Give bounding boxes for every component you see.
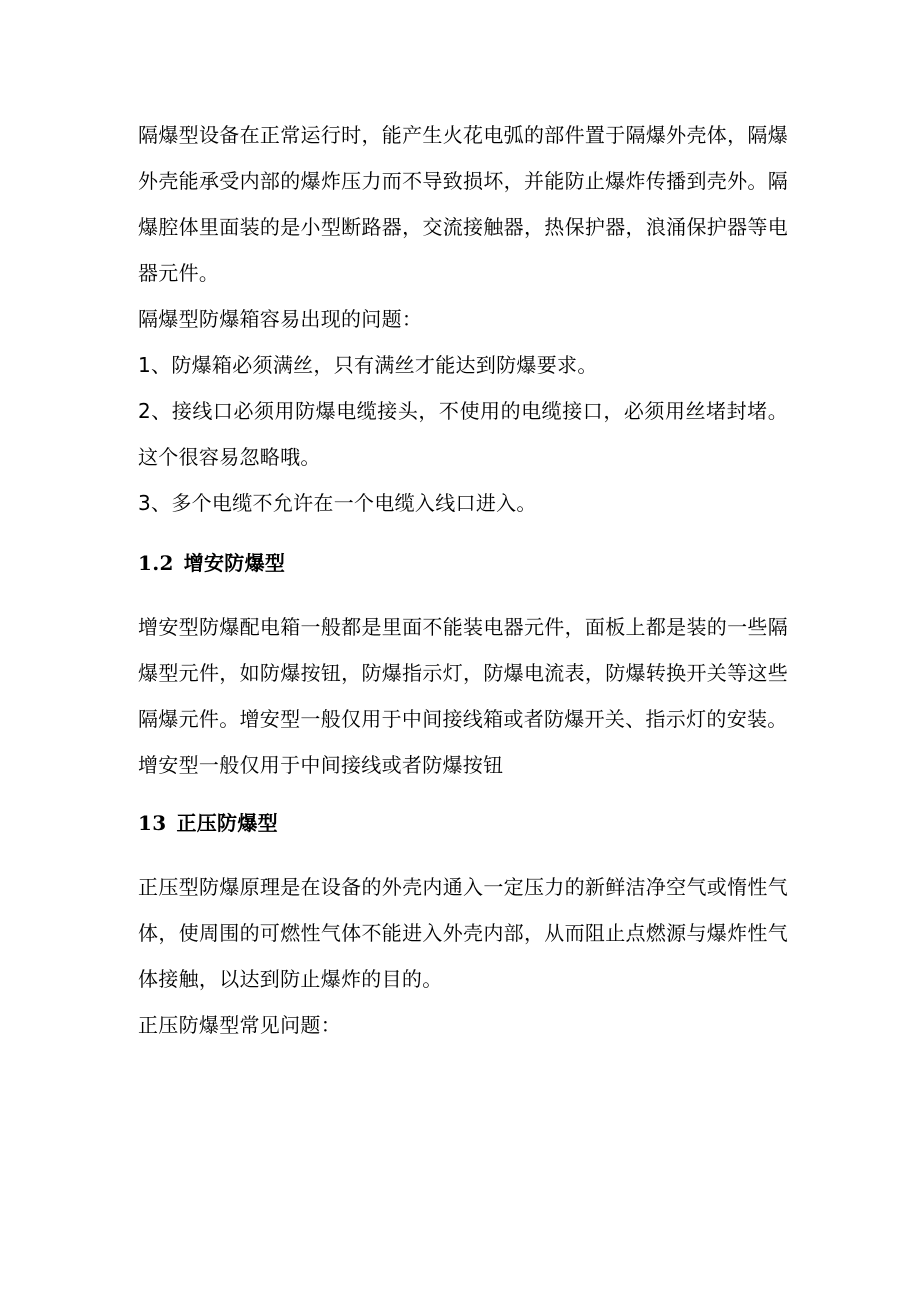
paragraph-issue-1: 1、防爆箱必须满丝，只有满丝才能达到防爆要求。	[138, 353, 598, 377]
section-title: 增安防爆型	[183, 551, 286, 575]
paragraph-increased-safety-usage: 增安型一般仅用于中间接线或者防爆按钮	[138, 753, 504, 777]
section-title: 正压防爆型	[176, 811, 278, 835]
section-heading-pressurized	[138, 800, 788, 846]
section-number: 13	[138, 811, 167, 835]
paragraph-pressurized-issues-title: 正压防爆型常见问题：	[138, 1013, 341, 1037]
paragraph-issue-3: 3、多个电缆不允许在一个电缆入线口进入。	[138, 491, 537, 515]
paragraph-issue-2: 2、接线口必须用防爆电缆接头，不使用的电缆接口，必须用丝堵封堵。这个很容易忽略哦。	[138, 399, 788, 469]
paragraph-flameproof-intro: 隔爆型设备在正常运行时，能产生火花电弧的部件置于隔爆外壳体，隔爆外壳能承受内部的爆炸压力而不导致损坏，并能防止爆炸传播到壳外。隔爆腔体里面装的是小型断路器，交流接触器，热保护器，浪涌保护器等电器元件。	[138, 123, 788, 285]
section-number: 1.2	[138, 551, 174, 575]
paragraph-increased-safety-intro: 增安型防爆配电箱一般都是里面不能装电器元件，面板上都是装的一些隔爆型元件，如防爆按钮，防爆指示灯，防爆电流表，防爆转换开关等这些隔爆元件。增安型一般仅用于中间接线箱或者防爆开关、指示灯的安装。	[138, 615, 788, 731]
paragraph-flameproof-issues-title: 隔爆型防爆箱容易出现的问题：	[138, 307, 423, 331]
document-body	[138, 112, 788, 1048]
paragraph-pressurized-principle: 正压型防爆原理是在设备的外壳内通入一定压力的新鲜洁净空气或惰性气体，使周围的可燃性气体不能进入外壳内部，从而阻止点燃源与爆炸性气体接触，以达到防止爆炸的目的。	[138, 875, 788, 991]
section-heading-increased-safety	[138, 540, 788, 586]
